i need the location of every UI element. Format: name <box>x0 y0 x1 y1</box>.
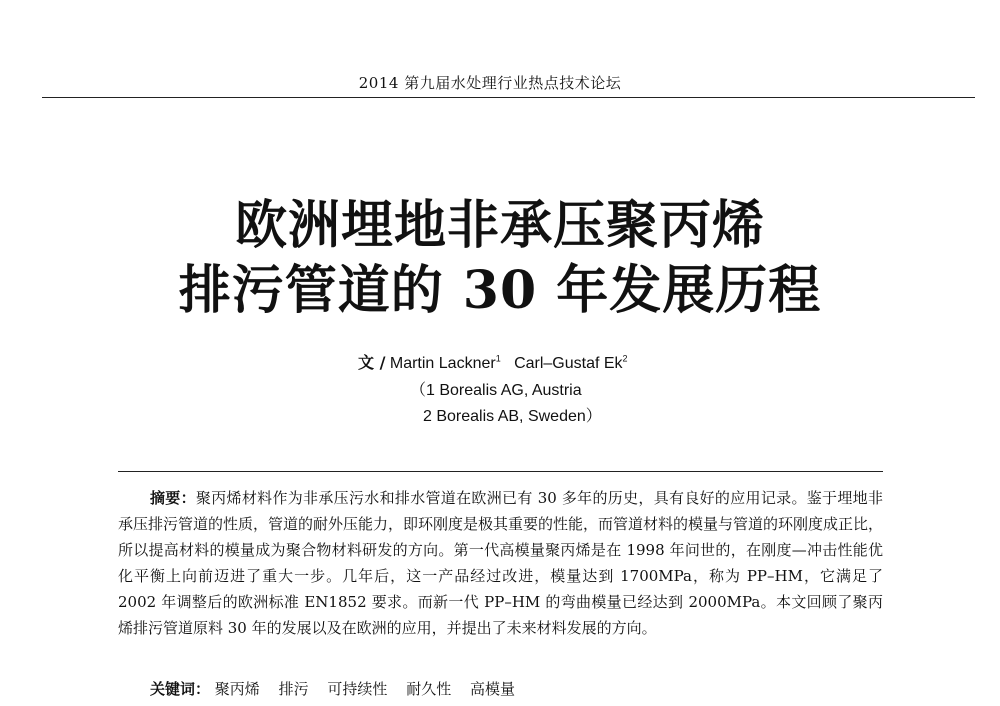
keyword: 聚丙烯 <box>214 680 260 698</box>
keyword: 排污 <box>278 680 309 698</box>
header-divider <box>42 97 975 98</box>
author-1-sup: 1 <box>495 353 501 364</box>
author-2-sup: 2 <box>622 353 628 364</box>
keyword: 可持续性 <box>327 680 388 698</box>
keywords <box>150 678 529 699</box>
keywords-label: 关键词： <box>150 680 211 698</box>
affiliation-1: （1 Borealis AG, Austria <box>410 382 582 399</box>
author-prefix: 文 / <box>358 353 386 372</box>
title-line-2: 排污管道的 30 年发展历程 <box>178 260 822 321</box>
affiliation-2: 2 Borealis AB, Sweden） <box>423 408 602 425</box>
author-line <box>358 350 628 373</box>
abstract <box>118 485 883 641</box>
running-header: 2014 第九届水处理行业热点技术论坛 <box>358 74 622 92</box>
keyword: 高模量 <box>469 680 515 698</box>
abstract-label: 摘要： <box>150 489 196 507</box>
keyword: 耐久性 <box>406 680 452 698</box>
abstract-text: 聚丙烯材料作为非承压污水和排水管道在欧洲已有 30 多年的历史，具有良好的应用记录。鉴于埋地非承压排污管道的性质，管道的耐外压能力，即环刚度是极其重要的性能，而管道材料的模量与管道的环刚度成正比，所以提高材料的模量成为聚合物材料研发的方向。第一代高模量聚丙烯是在 1998 年问世的，在刚度—冲击性能优化平衡上向前迈进了重大一步。几年后，这一产品经过改进，模量达到 1700MPa，称为 PP–HM，它满足了 2002 年调整后的欧洲标准 EN1852 要求。而新一代 PP–HM 的弯曲模量已经达到 2000MPa。本文回顾了聚丙烯排污管道原料 30 年的发展以及在欧洲的应用，并提出了未来材料发展的方向。 <box>118 489 884 637</box>
author-1: Martin Lackner <box>389 355 496 372</box>
author-2: Carl–Gustaf Ek <box>514 355 623 372</box>
title-line-1: 欧洲埋地非承压聚丙烯 <box>234 195 765 256</box>
abstract-divider <box>118 471 883 472</box>
